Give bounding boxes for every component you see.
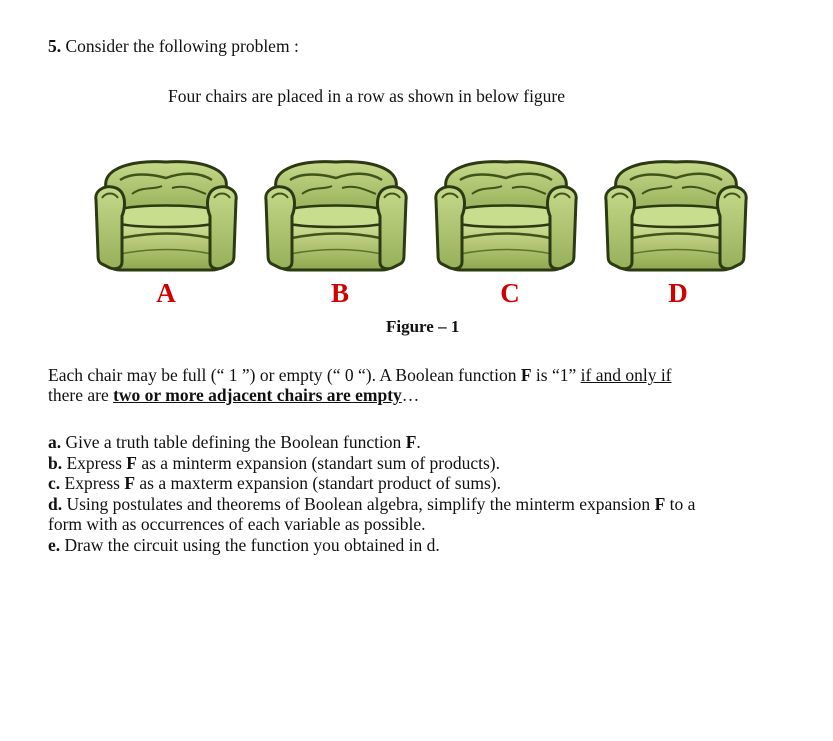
- chair-label-c: C: [500, 278, 520, 308]
- problem-description: [48, 365, 672, 405]
- problem-heading: [48, 36, 299, 57]
- task-item: c. Express F as a maxterm expansion (standart product of sums).: [48, 473, 501, 493]
- iff-phrase: if and only if: [580, 365, 672, 385]
- problem-title: Consider the following problem :: [65, 36, 299, 56]
- function-name: F: [520, 365, 532, 385]
- problem-number: 5.: [48, 36, 62, 56]
- task-list: [48, 432, 695, 555]
- description-text-3: there are: [48, 385, 114, 405]
- chair-label-b: B: [330, 278, 349, 308]
- chair-d-illustration: [602, 150, 750, 276]
- task-item: e. Draw the circuit using the function you obtained in d.: [48, 534, 440, 555]
- task-item: a. Give a truth table defining the Boolean function F.: [48, 432, 421, 452]
- task-item: d. Using postulates and theorems of Boolean algebra, simplify the minterm expansion F to a: [48, 493, 696, 514]
- chair-c-illustration: [432, 150, 580, 276]
- task-item-continuation: form with as occurrences of each variable as possible.: [48, 514, 426, 534]
- chair-a-illustration: [92, 150, 240, 276]
- task-item: b. Express F as a minterm expansion (standart sum of products).: [48, 452, 501, 473]
- chair-label-d: D: [668, 278, 688, 308]
- figure-caption: Figure – 1: [386, 317, 460, 336]
- intro-text: Four chairs are placed in a row as shown in below figure: [168, 86, 566, 106]
- description-text-2: is “1”: [531, 365, 581, 385]
- chair-label-a: A: [156, 278, 176, 308]
- chair-b-illustration: [262, 150, 410, 276]
- ellipsis: …: [401, 385, 420, 405]
- condition-phrase: two or more adjacent chairs are empty: [113, 385, 402, 405]
- description-text-1: Each chair may be full (“ 1 ”) or empty (“ 0 “). A Boolean function: [48, 365, 521, 385]
